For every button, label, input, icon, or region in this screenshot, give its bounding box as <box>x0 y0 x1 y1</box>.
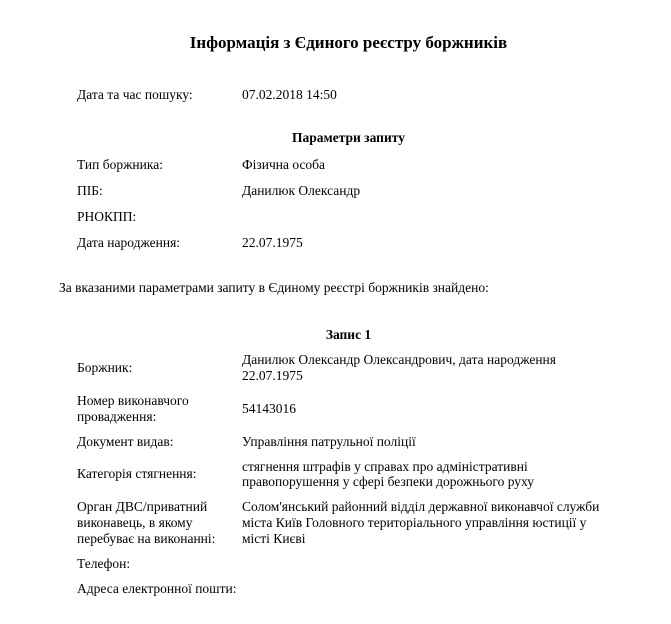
field-row-email <box>77 581 620 597</box>
field-value: Солом'янський районний відділ державної виконавчої служби міста Київ Головного територіального управління юстиції у місті Києві <box>242 499 600 547</box>
query-params-header: Параметри запиту <box>292 130 405 146</box>
results-note: За вказаними параметрами запиту в Єдиному реєстрі боржників знайдено: <box>59 279 489 295</box>
record-header: Запис 1 <box>325 326 372 342</box>
field-label: Тип боржника: <box>77 156 163 172</box>
field-value: Управління патрульної поліції <box>242 433 416 449</box>
search-datetime-row <box>77 87 620 103</box>
field-label: Орган ДВС/приватний виконавець, в якому перебуває на виконанні: <box>77 499 216 547</box>
field-value <box>242 556 617 572</box>
field-value: Фізична особа <box>242 156 326 172</box>
field-row-penalty-category <box>77 459 620 491</box>
field-row-proceeding-number <box>77 393 620 425</box>
field-label: Дата народження: <box>77 234 181 250</box>
field-row-debtor <box>77 352 620 384</box>
field-label: Документ видав: <box>77 433 174 449</box>
page-title: Інформація з Єдиного реєстру боржників <box>189 33 508 52</box>
query-params-section <box>77 130 620 251</box>
debtor-registry-document <box>59 0 620 597</box>
search-datetime-label: Дата та час пошуку: <box>77 87 193 103</box>
field-row-tax-number <box>77 209 620 225</box>
field-value: стягнення штрафів у справах про адміністративні правопорушення у сфері безпеки дорожнього руху <box>242 458 535 490</box>
field-label: Категорія стягнення: <box>77 466 197 482</box>
record-section <box>77 327 620 597</box>
field-value: Данилюк Олександр <box>242 182 361 198</box>
field-row-birth-date <box>77 235 620 251</box>
field-label: Номер виконавчого провадження: <box>77 392 189 424</box>
field-value: 54143016 <box>242 400 296 416</box>
field-row-debtor-type <box>77 157 620 173</box>
field-row-document-issuer <box>77 434 620 450</box>
field-value: 22.07.1975 <box>242 234 303 250</box>
field-value <box>242 581 617 597</box>
field-value <box>242 209 617 225</box>
search-datetime-value: 07.02.2018 14:50 <box>242 87 337 103</box>
field-label: Адреса електронної пошти: <box>77 581 237 597</box>
field-row-full-name <box>77 183 620 199</box>
field-label: РНОКПП: <box>77 208 137 224</box>
field-value: Данилюк Олександр Олександрович, дата народження 22.07.1975 <box>242 351 556 383</box>
field-label: Боржник: <box>77 359 133 375</box>
field-row-phone <box>77 556 620 572</box>
field-label: ПІБ: <box>77 182 103 198</box>
field-row-enforcement-body <box>77 499 620 547</box>
field-label: Телефон: <box>77 556 131 572</box>
